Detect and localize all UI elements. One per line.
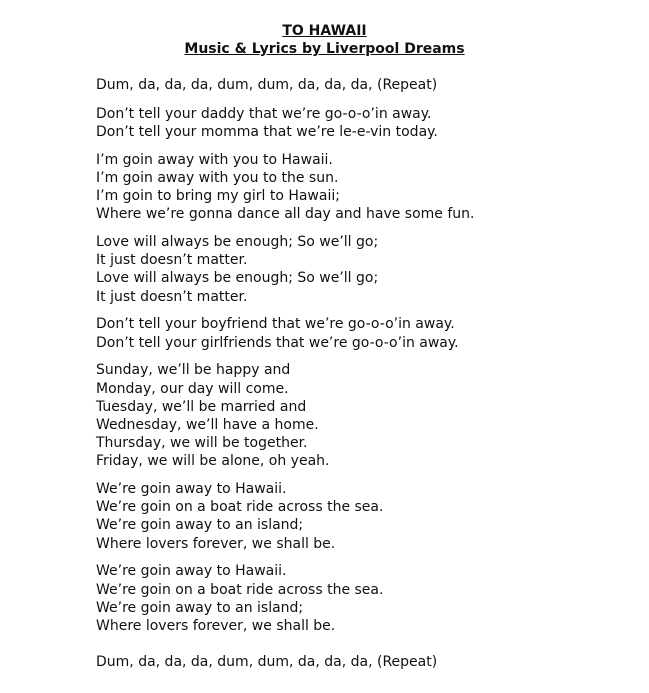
stanza-1	[96, 76, 626, 94]
lyric-line: Friday, we will be alone, oh yeah.	[96, 453, 330, 470]
stanza-4	[96, 233, 626, 306]
lyric-line: It just doesn’t matter.	[96, 252, 248, 269]
closing-line: Dum, da, da, da, dum, dum, da, da, da, (Repeat)	[96, 654, 438, 670]
lyric-line: We’re goin on a boat ride across the sea.	[96, 581, 384, 598]
lyric-line: Love will always be enough; So we’ll go;	[96, 234, 379, 250]
lyric-line: We’re goin away to an island;	[96, 599, 304, 616]
lyric-line: Don’t tell your momma that we’re le-e-vin today.	[96, 123, 438, 140]
lyric-line: Thursday, we will be together.	[96, 435, 308, 452]
lyric-line: We’re goin away to Hawaii.	[96, 563, 287, 580]
stanza-2	[96, 105, 626, 141]
lyrics-body	[96, 76, 626, 645]
stanza-6	[96, 361, 626, 470]
lyric-line: It just doesn’t matter.	[96, 288, 248, 305]
lyric-line: We’re goin away to an island;	[96, 517, 304, 534]
lyric-line: I’m goin away with you to Hawaii.	[96, 151, 333, 168]
lyric-line: Monday, our day will come.	[96, 380, 289, 397]
stanza-3	[96, 151, 626, 224]
lyric-line: Dum, da, da, da, dum, dum, da, da, da, (Repeat)	[96, 77, 438, 93]
lyric-line: Don’t tell your girlfriends that we’re go-o-o’in away.	[96, 334, 459, 351]
lyric-line: Where lovers forever, we shall be.	[96, 535, 336, 552]
stanza-8	[96, 562, 626, 635]
song-title: TO HAWAII	[282, 23, 367, 39]
lyric-line: Love will always be enough; So we’ll go;	[96, 270, 379, 287]
song-credits: Music & Lyrics by Liverpool Dreams	[184, 41, 465, 57]
stanza-7	[96, 480, 626, 553]
lyric-line: Wednesday, we’ll have a home.	[96, 416, 319, 433]
lyric-line: Don’t tell your daddy that we’re go-o-o’in away.	[96, 105, 432, 122]
lyric-line: Sunday, we’ll be happy and	[96, 362, 291, 379]
lyric-line: I’m goin to bring my girl to Hawaii;	[96, 188, 340, 205]
lyric-line: We’re goin on a boat ride across the sea.	[96, 499, 384, 516]
lyric-line: We’re goin away to Hawaii.	[96, 481, 287, 498]
lyric-line: Tuesday, we’ll be married and	[96, 398, 307, 415]
lyric-line: I’m goin away with you to the sun.	[96, 169, 339, 186]
lyric-line: Where we’re gonna dance all day and have some fun.	[96, 206, 475, 223]
stanza-5	[96, 315, 626, 351]
lyric-line: Don’t tell your boyfriend that we’re go-o-o’in away.	[96, 316, 455, 333]
lyric-line: Where lovers forever, we shall be.	[96, 617, 336, 634]
